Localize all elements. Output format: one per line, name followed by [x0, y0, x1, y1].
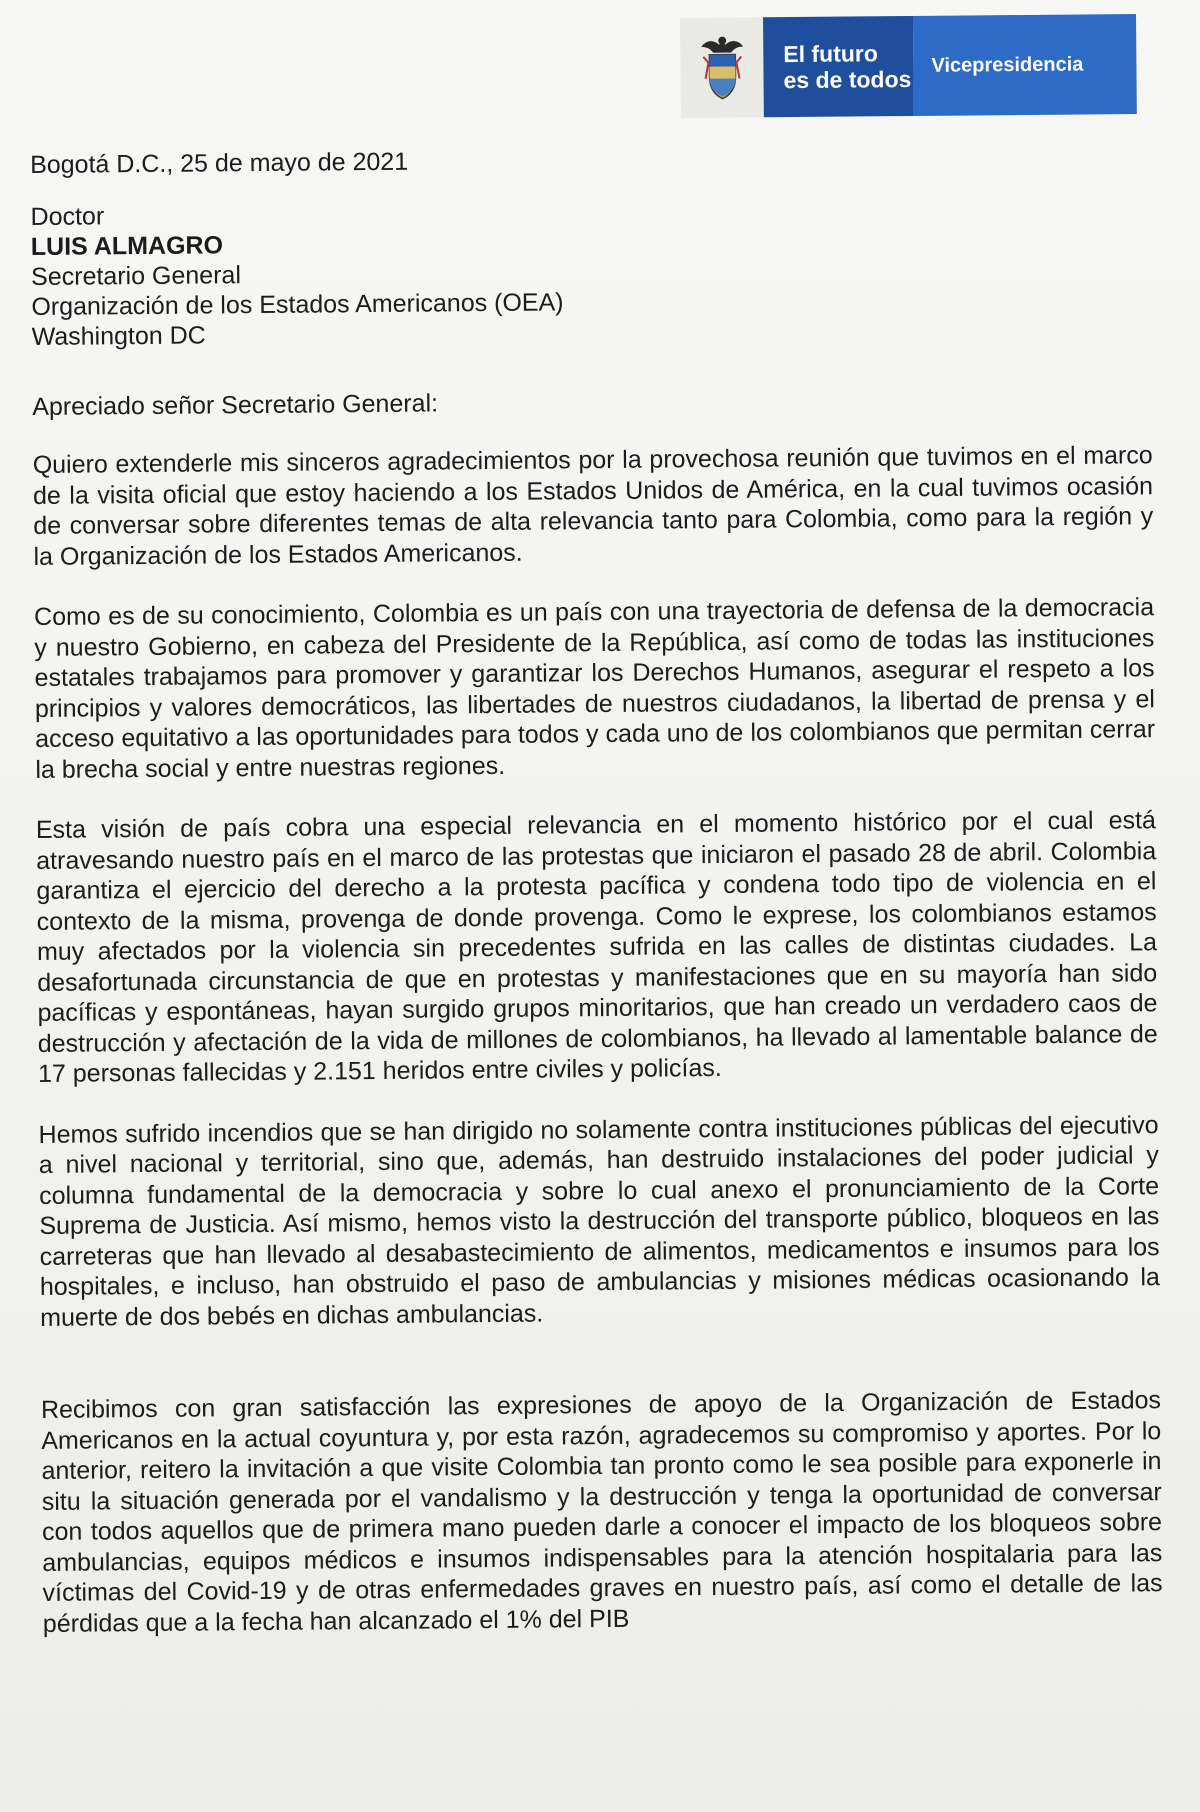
recipient-title: Doctor	[30, 202, 105, 231]
body-paragraph: Quiero extenderle mis sinceros agradecimientos por la provechosa reunión que tuvimos en el marco de la visita oficial que estoy haciendo a los Estados Unidos de América, en la cual tuvimos ocasión de conversar sobre diferentes temas de alta relevancia tanto para Colombia, como para la región y la Organización de los Estados Americanos.	[32, 441, 1154, 571]
recipient-city: Washington DC	[31, 321, 206, 351]
salutation: Apreciado señor Secretario General:	[32, 389, 439, 421]
body-paragraph: Como es de su conocimiento, Colombia es un país con una trayectoria de defensa de la democracia y nuestro Gobierno, en cabeza del Presidente de la República, así como de todas las instituciones estatales trabajamos para promover y garantizar los Derechos Humanos, asegurar el respeto a los principios y valores democráticos, las libertades de nuestros ciudadanos, la libertad de prensa y el acceso equitativo a las oportunidades para todos y cada uno de los colombianos que permitan cerrar la brecha social y entre nuestras regiones.	[33, 593, 1156, 784]
government-brand-header	[680, 14, 1137, 118]
recipient-name: LUIS ALMAGRO	[30, 231, 224, 261]
letter-date: Bogotá D.C., 25 de mayo de 2021	[30, 147, 409, 179]
body-paragraph: Esta visión de país cobra una especial relevancia en el momento histórico por el cual está atravesando nuestro país en el marco de las protestas que iniciaron el pasado 28 de abril. Colombia garantiza el ejercicio del derecho a la protesta pacífica y condena todo tipo de violencia en el contexto de la misma, provenga de donde provenga. Como le exprese, los colombianos estamos muy afectados por la violencia sin precedentes sufrida en las calles de distintas ciudades. La desafortunada circunstancia de que en protestas y manifestaciones que en su mayoría han sido pacíficas y espontáneas, hayan surgido grupos minoritarios, que han creado un verdadero caos de destrucción y afectación de la vida de millones de colombianos, ha llevado al lamentable balance de 17 personas fallecidas y 2.151 heridos entre civiles y policías.	[35, 806, 1158, 1088]
body-paragraph: Recibimos con gran satisfacción las expresiones de apoyo de la Organización de Estados Americanos en la actual coyuntura y, por esta razón, agradecemos su compromiso y aportes. Por lo anterior, reitero la invitación a que visite Colombia tan pronto como le sea posible para exponerle in situ la situación generada por el vandalismo y la destrucción y tenga la oportunidad de conversar con todos aquellos que de primera mano pueden darle a conocer el impacto de los bloqueos sobre ambulancias, equipos médicos e insumos indispensables para la atención hospitalaria para las víctimas del Covid-19 y de otras enfermedades graves en nuestro país, así como el detalle de las pérdidas que a la fecha han alcanzado el 1% del PIB	[40, 1386, 1163, 1638]
recipient-organization: Organización de los Estados Americanos (OEA)	[31, 288, 564, 321]
brand-slogan	[763, 16, 914, 117]
office-name: Vicepresidencia	[913, 14, 1137, 116]
recipient-position: Secretario General	[30, 261, 242, 291]
brand-slogan-line2: es de todos	[783, 65, 912, 94]
colombia-coat-of-arms-icon	[680, 17, 764, 118]
brand-slogan-line1: El futuro	[783, 40, 878, 68]
letter-body	[30, 140, 1193, 1669]
body-paragraph: Hemos sufrido incendios que se han dirigido no solamente contra instituciones públicas del ejecutivo a nivel nacional y territorial, sino que, además, han destruido instalaciones del poder judicial y columna fundamental de la democracia y sobre lo cual anexo el pronunciamiento de la Corte Suprema de Justicia. Así mismo, hemos visto la destrucción del transporte público, bloqueos en las carreteras que han llevado al desabastecimiento de alimentos, medicamentos e insumos para los hospitales, e incluso, han obstruido el paso de ambulancias y misiones médicas ocasionando la muerte de dos bebés en dichas ambulancias.	[38, 1110, 1161, 1332]
recipient-block	[30, 192, 1181, 352]
